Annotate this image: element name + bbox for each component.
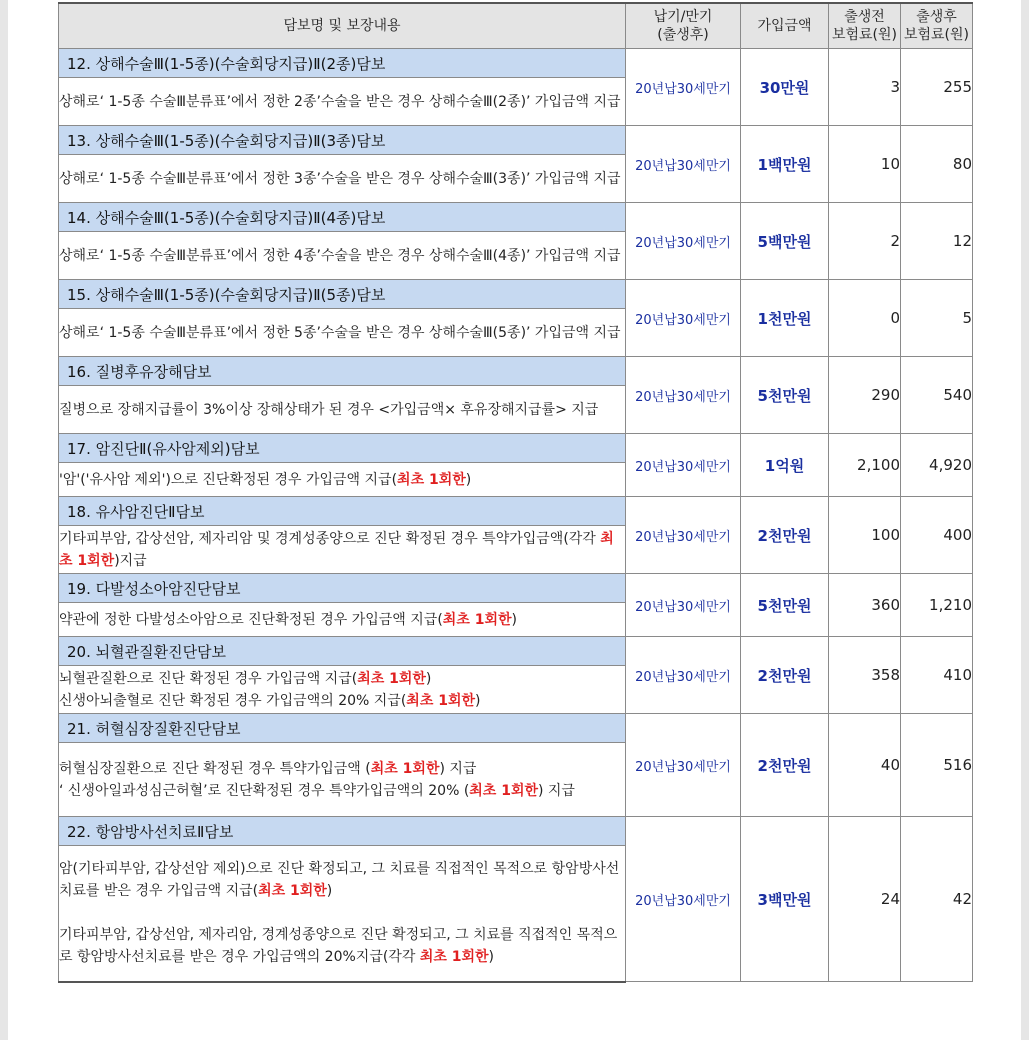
left-margin (0, 0, 8, 1040)
premium-postnatal-cell: 255 (901, 49, 973, 126)
premium-prenatal-cell: 0 (829, 280, 901, 357)
amount-cell: 1천만원 (741, 280, 829, 357)
premium-postnatal-cell: 1,210 (901, 574, 973, 637)
header-coverage-name: 담보명 및 보장내용 (59, 3, 626, 49)
amount-cell: 5천만원 (741, 357, 829, 434)
amount-cell: 2천만원 (741, 714, 829, 817)
table-row (59, 714, 973, 743)
term-cell: 20년납30세만기 (626, 203, 741, 280)
premium-postnatal-cell: 5 (901, 280, 973, 357)
amount-cell: 3백만원 (741, 817, 829, 982)
premium-postnatal-cell: 80 (901, 126, 973, 203)
amount-cell: 30만원 (741, 49, 829, 126)
term-cell: 20년납30세만기 (626, 280, 741, 357)
table-row (59, 434, 973, 463)
coverage-description: 허혈심장질환으로 진단 확정된 경우 특약가입금액 (최초 1회한) 지급 ‘ 신생아일과성심근허혈’로 진단확정된 경우 특약가입금액의 20% (최초 1회한) 지급 (59, 743, 626, 817)
amount-cell: 5천만원 (741, 574, 829, 637)
limit-note: 최초 1회한 (357, 670, 426, 687)
coverage-description: 상해로‘ 1-5종 수술Ⅲ분류표’에서 정한 4종’수술을 받은 경우 상해수술Ⅲ(4종)’ 가입금액 지급 (59, 232, 626, 280)
limit-note: 최초 1회한 (397, 471, 466, 488)
header-premium-postnatal: 출생후 보험료(원) (901, 3, 973, 49)
premium-prenatal-cell: 3 (829, 49, 901, 126)
table-row (59, 49, 973, 78)
coverage-description: 상해로‘ 1-5종 수술Ⅲ분류표’에서 정한 5종’수술을 받은 경우 상해수술Ⅲ(5종)’ 가입금액 지급 (59, 309, 626, 357)
premium-prenatal-cell: 10 (829, 126, 901, 203)
term-cell: 20년납30세만기 (626, 817, 741, 982)
premium-postnatal-cell: 12 (901, 203, 973, 280)
coverage-table (58, 2, 973, 983)
limit-note: 최초 1회한 (469, 782, 538, 799)
coverage-title: 20. 뇌혈관질환진단담보 (59, 637, 626, 666)
coverage-title: 12. 상해수술Ⅲ(1-5종)(수술회당지급)Ⅱ(2종)담보 (59, 49, 626, 78)
premium-postnatal-cell: 42 (901, 817, 973, 982)
premium-postnatal-cell: 400 (901, 497, 973, 574)
coverage-title: 17. 암진단Ⅱ(유사암제외)담보 (59, 434, 626, 463)
amount-cell: 2천만원 (741, 497, 829, 574)
premium-prenatal-cell: 2,100 (829, 434, 901, 497)
table-row (59, 203, 973, 232)
premium-prenatal-cell: 100 (829, 497, 901, 574)
table-row (59, 126, 973, 155)
term-cell: 20년납30세만기 (626, 357, 741, 434)
amount-cell: 5백만원 (741, 203, 829, 280)
coverage-title: 19. 다발성소아암진단담보 (59, 574, 626, 603)
limit-note: 최초 1회한 (258, 883, 327, 900)
term-cell: 20년납30세만기 (626, 574, 741, 637)
limit-note: 최초 1회한 (370, 760, 440, 777)
coverage-description: 뇌혈관질환으로 진단 확정된 경우 가입금액 지급(최초 1회한) 신생아뇌출혈로 진단 확정된 경우 가입금액의 20% 지급(최초 1회한) (59, 666, 626, 714)
coverage-description: 질병으로 장해지급률이 3%이상 장해상태가 된 경우 <가입금액× 후유장해지급률> 지급 (59, 386, 626, 434)
amount-cell: 1억원 (741, 434, 829, 497)
limit-note: 최초 1회한 (406, 692, 476, 709)
premium-postnatal-cell: 516 (901, 714, 973, 817)
table-row (59, 357, 973, 386)
table-row (59, 574, 973, 603)
premium-prenatal-cell: 24 (829, 817, 901, 982)
header-premium-prenatal: 출생전 보험료(원) (829, 3, 901, 49)
header-term: 납기/만기 (출생후) (626, 3, 741, 49)
coverage-description: 암(기타피부암, 갑상선암 제외)으로 진단 확정되고, 그 치료를 직접적인 목적으로 항암방사선치료를 받은 경우 가입금액 지급(최초 1회한) 기타피부암, 갑상선암, 제자리암, 경계성종양으로 진단 확정되고, 그 치료를 직접적인 목적으로 항암방사선치료를 받은 경우 가입금액의 20%지급(각각 최초 1회한) (59, 846, 626, 982)
coverage-title: 16. 질병후유장해담보 (59, 357, 626, 386)
premium-prenatal-cell: 358 (829, 637, 901, 714)
table-row (59, 280, 973, 309)
term-cell: 20년납30세만기 (626, 714, 741, 817)
coverage-description: 약관에 정한 다발성소아암으로 진단확정된 경우 가입금액 지급(최초 1회한) (59, 603, 626, 637)
premium-postnatal-cell: 540 (901, 357, 973, 434)
term-cell: 20년납30세만기 (626, 637, 741, 714)
term-cell: 20년납30세만기 (626, 497, 741, 574)
premium-prenatal-cell: 290 (829, 357, 901, 434)
table-row (59, 817, 973, 846)
coverage-title: 18. 유사암진단Ⅱ담보 (59, 497, 626, 526)
premium-postnatal-cell: 410 (901, 637, 973, 714)
coverage-title: 15. 상해수술Ⅲ(1-5종)(수술회당지급)Ⅱ(5종)담보 (59, 280, 626, 309)
limit-note: 최초 1회한 (59, 530, 614, 569)
premium-prenatal-cell: 360 (829, 574, 901, 637)
coverage-description: 상해로‘ 1-5종 수술Ⅲ분류표’에서 정한 2종’수술을 받은 경우 상해수술Ⅲ(2종)’ 가입금액 지급 (59, 78, 626, 126)
table-row (59, 497, 973, 526)
amount-cell: 1백만원 (741, 126, 829, 203)
coverage-description: 기타피부암, 갑상선암, 제자리암 및 경계성종양으로 진단 확정된 경우 특약가입금액(각각 최초 1회한)지급 (59, 526, 626, 574)
term-cell: 20년납30세만기 (626, 126, 741, 203)
right-margin (1021, 0, 1029, 1040)
term-cell: 20년납30세만기 (626, 434, 741, 497)
header-amount: 가입금액 (741, 3, 829, 49)
premium-prenatal-cell: 40 (829, 714, 901, 817)
coverage-title: 13. 상해수술Ⅲ(1-5종)(수술회당지급)Ⅱ(3종)담보 (59, 126, 626, 155)
coverage-description: 상해로‘ 1-5종 수술Ⅲ분류표’에서 정한 3종’수술을 받은 경우 상해수술Ⅲ(3종)’ 가입금액 지급 (59, 155, 626, 203)
premium-postnatal-cell: 4,920 (901, 434, 973, 497)
coverage-title: 14. 상해수술Ⅲ(1-5종)(수술회당지급)Ⅱ(4종)담보 (59, 203, 626, 232)
coverage-title: 21. 허혈심장질환진단담보 (59, 714, 626, 743)
coverage-title: 22. 항암방사선치료Ⅱ담보 (59, 817, 626, 846)
table-row (59, 637, 973, 666)
limit-note: 최초 1회한 (442, 611, 512, 628)
limit-note: 최초 1회한 (419, 949, 489, 966)
coverage-description: '암'('유사암 제외')으로 진단확정된 경우 가입금액 지급(최초 1회한) (59, 463, 626, 497)
premium-prenatal-cell: 2 (829, 203, 901, 280)
term-cell: 20년납30세만기 (626, 49, 741, 126)
amount-cell: 2천만원 (741, 637, 829, 714)
table-header (59, 3, 973, 49)
